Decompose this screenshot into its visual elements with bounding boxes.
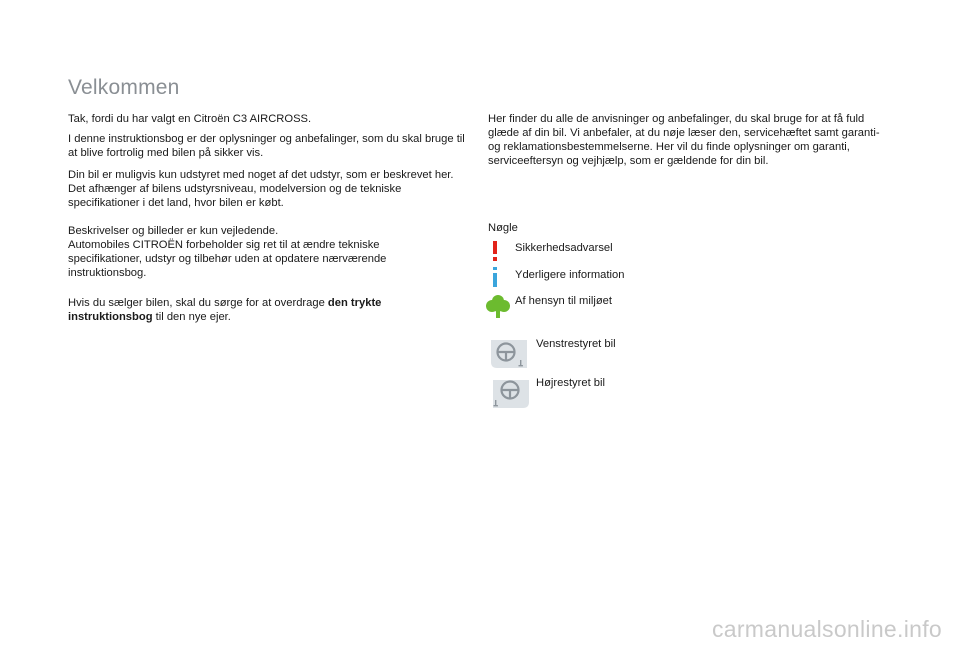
legend-heading: Nøgle	[488, 222, 518, 234]
left-column	[68, 112, 468, 126]
left-column-p5	[68, 296, 428, 324]
info-icon	[490, 267, 500, 287]
sale-text-post: til den nye ejer.	[152, 311, 231, 323]
left-hand-drive-icon	[489, 336, 531, 370]
left-column-p4	[68, 224, 448, 280]
intro-paragraph: Tak, fordi du har valgt en Citroën C3 AIRCROSS.	[68, 113, 312, 125]
recommendation-paragraph: Her finder du alle de anvisninger og anbefalinger, du skal bruge for at få fuld glæde af din bil. Vi anbefaler, at du nøje læser den, servicehæftet samt garanti- og reklamationsbestemmelserne. Her vil du finde oplysninger om garanti, serviceeftersyn og vejhjælp, som er gældende for din bil.	[488, 113, 880, 167]
legend-item-safety-warning: Sikkerhedsadvarsel	[515, 242, 613, 254]
legend-item-left-hand-drive: Venstrestyret bil	[536, 338, 616, 350]
tree-icon	[486, 294, 510, 318]
sale-paragraph	[68, 296, 428, 324]
manual-info-paragraph: I denne instruktionsbog er der oplysninger og anbefalinger, som du skal bruge til at blive fortrolig med bilen på sikker vis.	[68, 133, 465, 159]
equipment-paragraph: Din bil er muligvis kun udstyret med noget af det udstyr, som er beskrevet her. Det afhænger af bilens udstyrsniveau, modelversion og de tekniske specifikationer i det land, hvor bilen er købt.	[68, 169, 454, 209]
legend-item-right-hand-drive: Højrestyret bil	[536, 377, 605, 389]
legend-item-environment: Af hensyn til miljøet	[515, 295, 612, 307]
disclaimer-line-2: Automobiles CITROËN forbeholder sig ret til at ændre tekniske specifikationer, udstyr og tilbehør uden at opdatere nærværende instruktionsbog.	[68, 239, 387, 279]
sale-text-pre: Hvis du sælger bilen, skal du sørge for at overdrage	[68, 297, 328, 309]
sale-text-bold: den trykte instruktionsbog	[68, 297, 382, 323]
right-hand-drive-icon	[489, 376, 531, 410]
disclaimer-line-1: Beskrivelser og billeder er kun vejledende.	[68, 225, 279, 237]
watermark: carmanualsonline.info	[711, 616, 942, 642]
left-column-p3	[68, 168, 460, 210]
page-title: Velkommen	[68, 76, 180, 99]
left-column-p2	[68, 132, 468, 160]
right-column	[488, 112, 883, 168]
warning-exclamation-icon	[490, 241, 500, 261]
legend-item-additional-info: Yderligere information	[515, 269, 625, 281]
